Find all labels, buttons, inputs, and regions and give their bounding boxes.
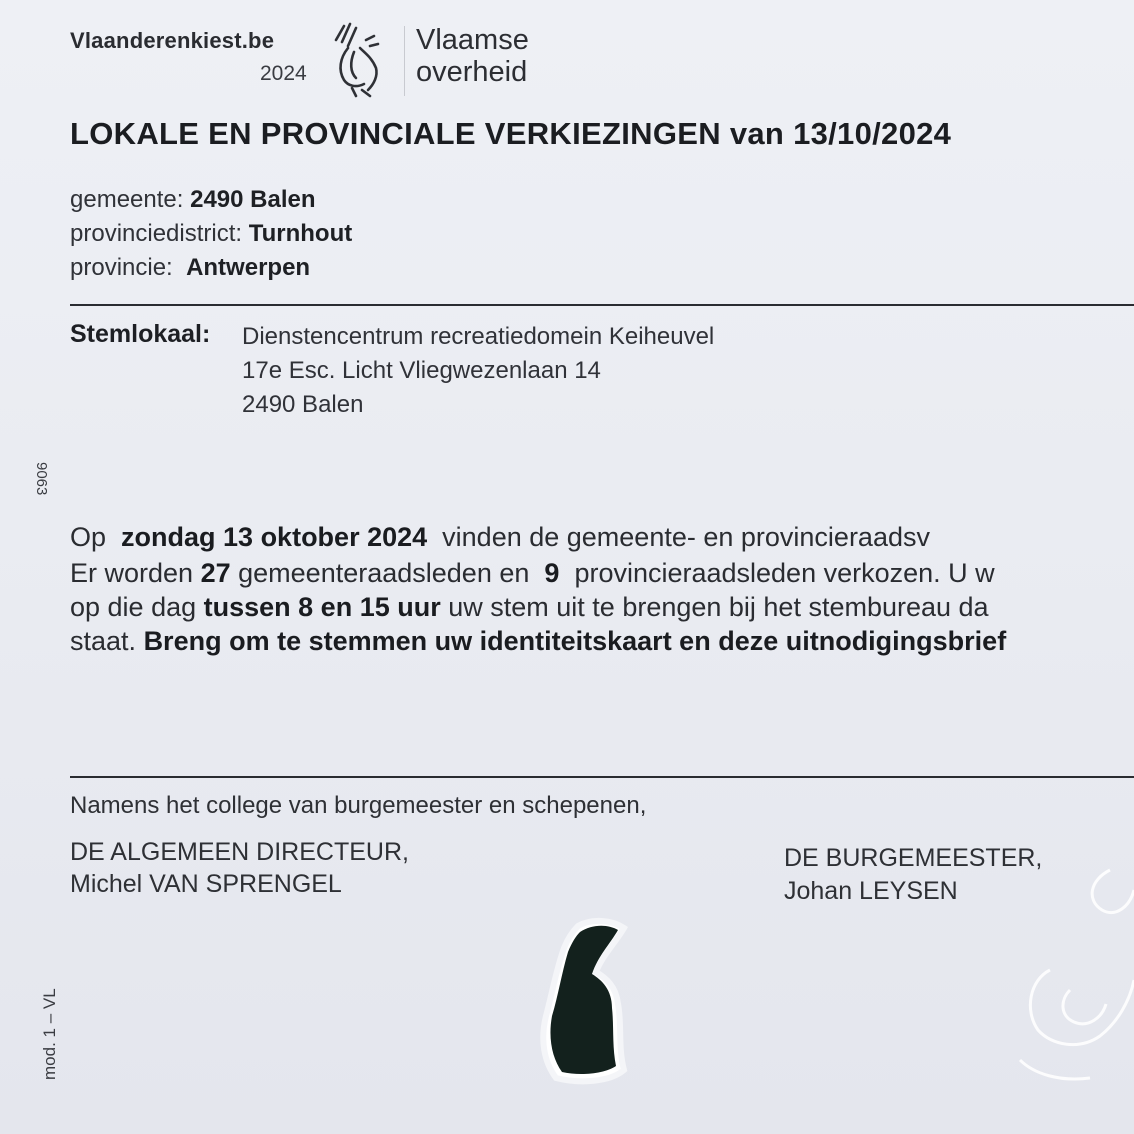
polling-station-label: Stemlokaal:: [70, 320, 211, 348]
gov-name-line1: Vlaamse: [416, 24, 529, 56]
body-text: staat.: [70, 626, 137, 656]
gov-name-line2: overheid: [416, 56, 528, 88]
meta-value: 2490 Balen: [190, 186, 316, 213]
director-name: Michel VAN SPRENGEL: [70, 870, 342, 898]
body-text: Er worden: [70, 558, 194, 588]
form-code: mod. 1 – VL: [40, 988, 59, 1080]
director-title: DE ALGEMEEN DIRECTEUR,: [70, 838, 409, 866]
meta-label: provincie:: [70, 254, 173, 281]
body-text: vinden de gemeente- en provincieraadsv: [442, 522, 930, 552]
meta-label: gemeente:: [70, 186, 184, 213]
body-text: provincieraadsleden verkozen. U w: [574, 558, 995, 588]
voting-hours: tussen 8 en 15 uur: [203, 592, 441, 622]
logo-divider: [404, 26, 405, 96]
mayor-title: DE BURGEMEESTER,: [784, 844, 1043, 872]
election-year: 2024: [260, 62, 307, 85]
body-text: gemeenteraadsleden en: [238, 558, 530, 588]
flemish-lion-logo-icon: [326, 18, 386, 98]
side-serial-number: 9063: [33, 462, 50, 496]
divider-top: [70, 304, 1134, 306]
polling-station-line: 2490 Balen: [242, 391, 364, 418]
site-name: Vlaanderenkiest.be: [70, 28, 275, 53]
document-title: LOKALE EN PROVINCIALE VERKIEZINGEN van 13/10/2024: [70, 116, 952, 151]
polling-station-line: Dienstencentrum recreatiedomein Keiheuvel: [242, 323, 715, 350]
on-behalf-line: Namens het college van burgemeester en schepenen,: [70, 792, 647, 819]
polling-station-line: 17e Esc. Licht Vliegwezenlaan 14: [242, 357, 601, 384]
body-line-2: [70, 558, 995, 589]
meta-label: provinciedistrict:: [70, 220, 243, 247]
torn-hole-icon: [520, 912, 680, 1092]
body-text: uw stem uit te brengen bij het stembureau da: [448, 592, 989, 622]
body-line-1: [70, 522, 930, 553]
meta-value: Turnhout: [248, 220, 353, 247]
election-date: zondag 13 oktober 2024: [121, 522, 428, 552]
id-instruction: Breng om te stemmen uw identiteitskaart en deze uitnodigingsbrief: [143, 626, 1007, 656]
council-seat-count: 27: [200, 558, 231, 588]
body-text: Op: [70, 522, 107, 552]
meta-municipality: [70, 186, 316, 214]
meta-value: Antwerpen: [186, 254, 311, 281]
body-line-3: [70, 592, 989, 623]
meta-province: [70, 254, 310, 282]
body-text: op die dag: [70, 592, 197, 622]
meta-district: [70, 220, 352, 248]
mayor-name: Johan LEYSEN: [784, 877, 958, 905]
divider-bottom: [70, 776, 1134, 778]
province-seat-count: 9: [544, 558, 560, 588]
embossed-seal-icon: [990, 850, 1134, 1100]
body-line-4: [70, 626, 1006, 657]
